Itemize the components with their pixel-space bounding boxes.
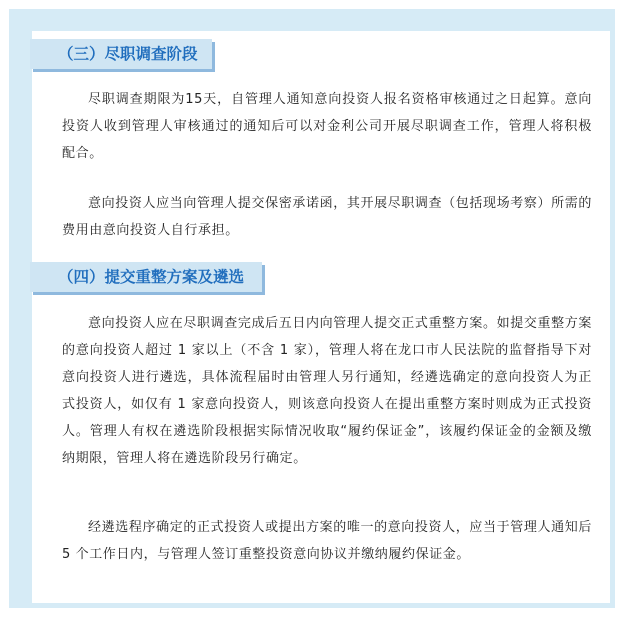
section-4-paragraph-2: 经遴选程序确定的正式投资人或提出方案的唯一的意向投资人，应当于管理人通知后 5 个工作日内，与管理人签订重整投资意向协议并缴纳履约保证金。 xyxy=(62,520,592,562)
section-4-paragraph-1: 意向投资人应在尽职调查完成后五日内向管理人提交正式重整方案。如提交重整方案的意向投资人超过 1 家以上（不含 1 家），管理人将在龙口市人民法院的监督指导下对意向投资人进行遴选，具体流程届时由管理人另行通知，经遴选确定的意向投资人为正式投资人，如仅有 1 家意向投资人，则该意向投资人在提出重整方案时则成为正式投资人。管理人有权在遴选阶段根据实际情况收取“履约保证金”，该履约保证金的金额及缴纳期限，管理人将在遴选阶段另行确定。 xyxy=(62,316,592,466)
section-3-heading: （三）尽职调查阶段 xyxy=(30,39,212,69)
section-4-heading: （四）提交重整方案及遴选 xyxy=(30,262,262,292)
section-3-paragraph-2: 意向投资人应当向管理人提交保密承诺函，其开展尽职调查（包括现场考察）所需的费用由意向投资人自行承担。 xyxy=(62,196,592,238)
section-3-paragraph-1: 尽职调查期限为15天，自管理人通知意向投资人报名资格审核通过之日起算。意向投资人收到管理人审核通过的通知后可以对金利公司开展尽职调查工作，管理人将积极配合。 xyxy=(62,92,592,161)
